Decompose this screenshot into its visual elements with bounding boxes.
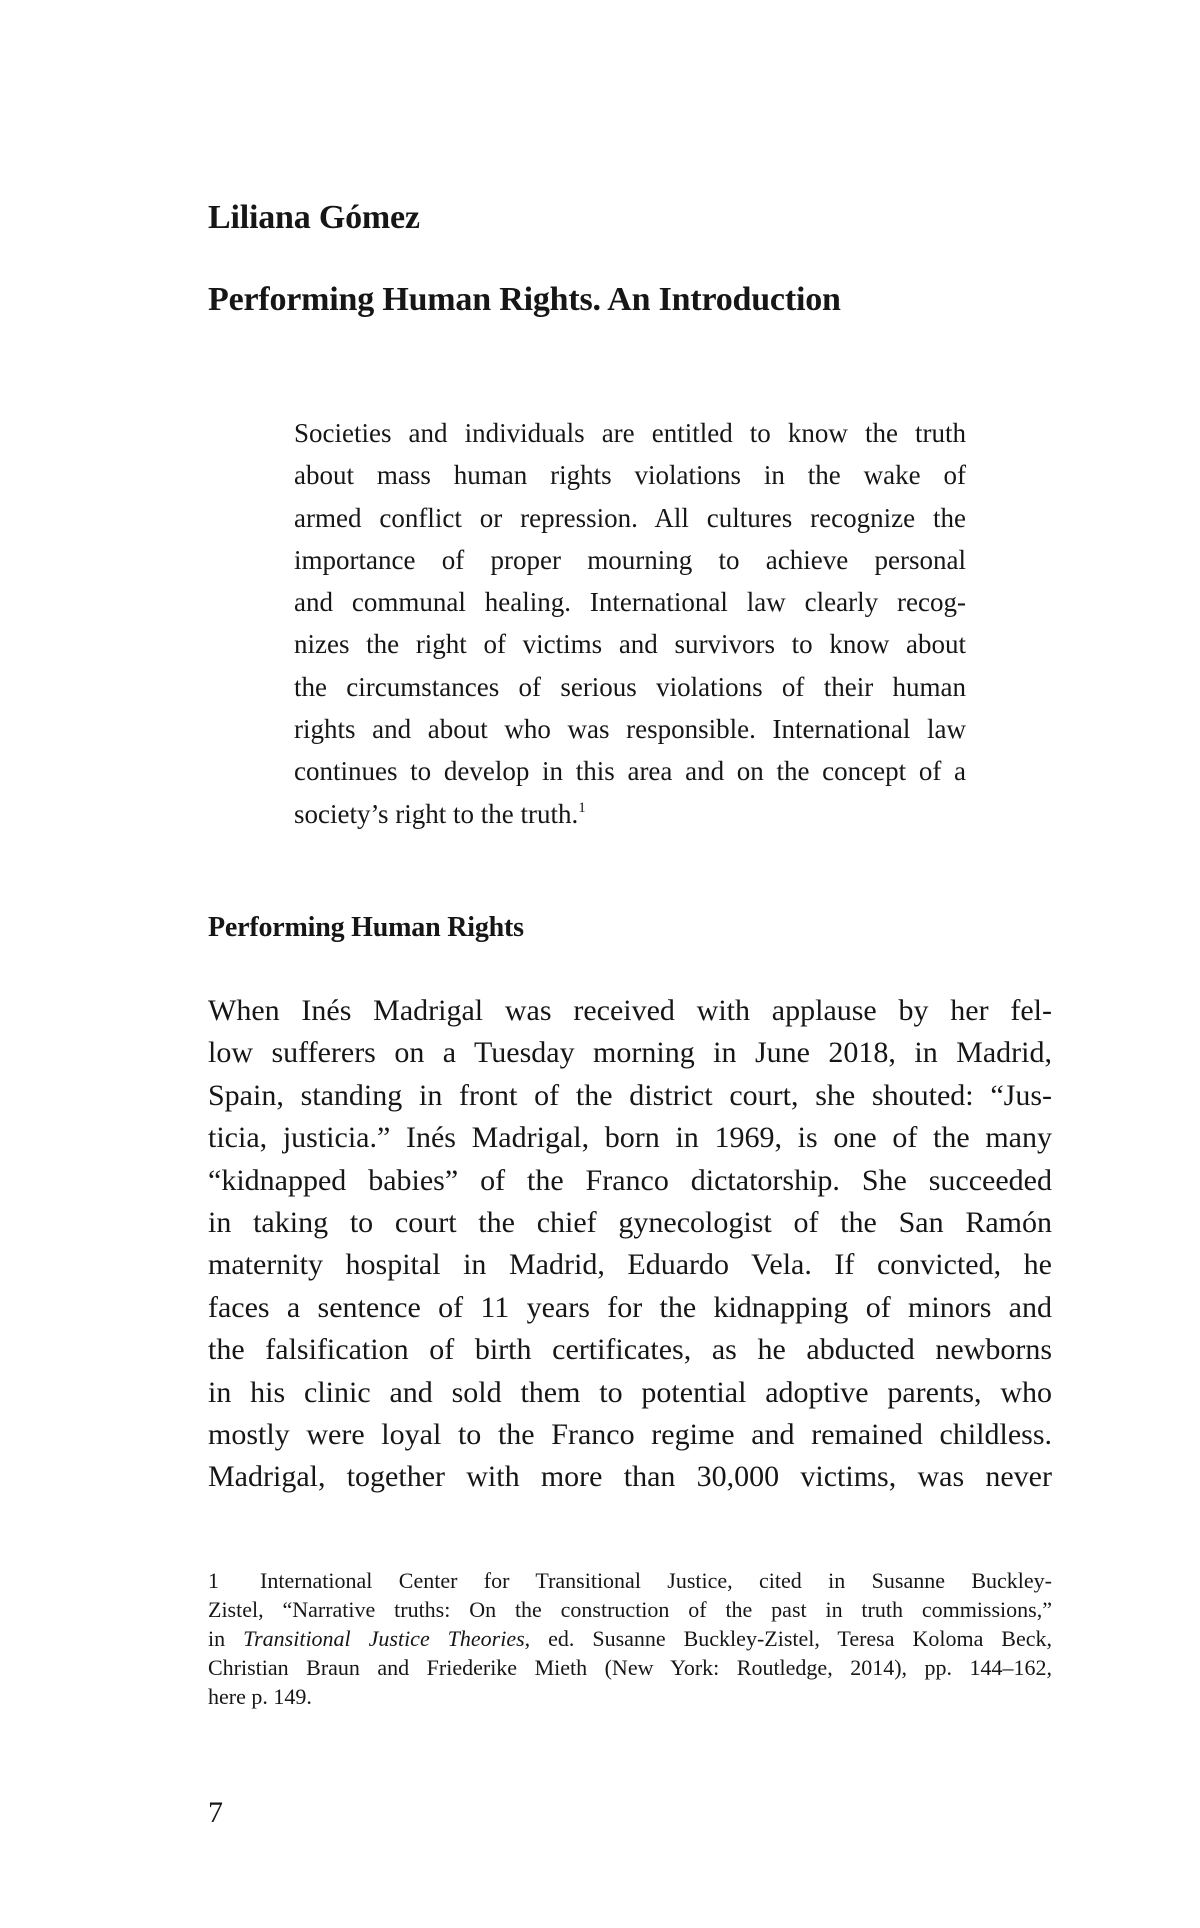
body-line: faces a sentence of 11 years for the kidnapping of minors and [208,1290,1052,1324]
body-line: ticia, justicia.” Inés Madrigal, born in 1969, is one of the many [208,1121,1052,1155]
epigraph-line: importance of proper mourning to achieve personal [294,544,966,575]
footnote-line: Christian Braun and Friederike Mieth (New York: Routledge, 2014), pp. 144–162, [208,1655,1052,1680]
chapter-title: Performing Human Rights. An Introduction [208,281,841,318]
body-line: the falsification of birth certificates, as he abducted newborns [208,1333,1052,1367]
footnote-reference[interactable]: 1 [578,799,586,816]
body-line: Madrigal, together with more than 30,000 victims, was never [208,1460,1052,1494]
epigraph-line: Societies and individuals are entitled to know the truth [294,418,966,448]
epigraph [294,412,966,835]
body-line: in taking to court the chief gynecologist of the San Ramón [208,1206,1052,1240]
footnote-line [208,1566,1052,1595]
footnote-number: 1 [208,1568,219,1593]
epigraph-line-text: society’s right to the truth. [294,798,579,829]
epigraph-line: the circumstances of serious violations of their human [294,671,966,702]
body-line: low sufferers on a Tuesday morning in June 2018, in Madrid, [208,1036,1052,1070]
body-line: When Inés Madrigal was received with applause by her fel- [208,994,1052,1027]
epigraph-line: armed conflict or repression. All cultures recognize the [294,502,966,533]
epigraph-line: and communal healing. International law clearly recog- [294,587,966,618]
body-paragraph [208,990,1052,1499]
epigraph-line: nizes the right of victims and survivors to know about [294,629,966,660]
book-title: Transitional Justice Theories [243,1626,525,1651]
footnote-line: here p. 149. [208,1684,312,1709]
epigraph-line: continues to develop in this area and on the concept of a [294,756,966,787]
body-line: Spain, standing in front of the district court, she shouted: “Jus- [208,1078,1052,1112]
footnote [208,1566,1052,1711]
body-line: “kidnapped babies” of the Franco dictatorship. She succeeded [208,1163,1052,1197]
section-heading: Performing Human Rights [208,912,524,943]
footnote-text: International Center for Transitional Justice, cited in Susanne Buckley- [260,1568,1052,1593]
body-line: maternity hospital in Madrid, Eduardo Vela. If convicted, he [208,1248,1052,1282]
body-line: in his clinic and sold them to potential adoptive parents, who [208,1375,1052,1409]
footnote-text: , ed. Susanne Buckley-Zistel, Teresa Koloma Beck, [524,1626,1052,1651]
epigraph-line: about mass human rights violations in the wake of [294,460,966,491]
body-line: mostly were loyal to the Franco regime and remained childless. [208,1418,1052,1452]
epigraph-line: rights and about who was responsible. International law [294,714,966,745]
author-name: Liliana Gómez [208,199,420,236]
footnote-line: Zistel, “Narrative truths: On the construction of the past in truth commissions,” [208,1597,1052,1622]
epigraph-last-line [294,793,966,835]
page-number: 7 [208,1796,223,1829]
footnote-line [208,1624,1052,1653]
footnote-text: in [208,1626,244,1651]
